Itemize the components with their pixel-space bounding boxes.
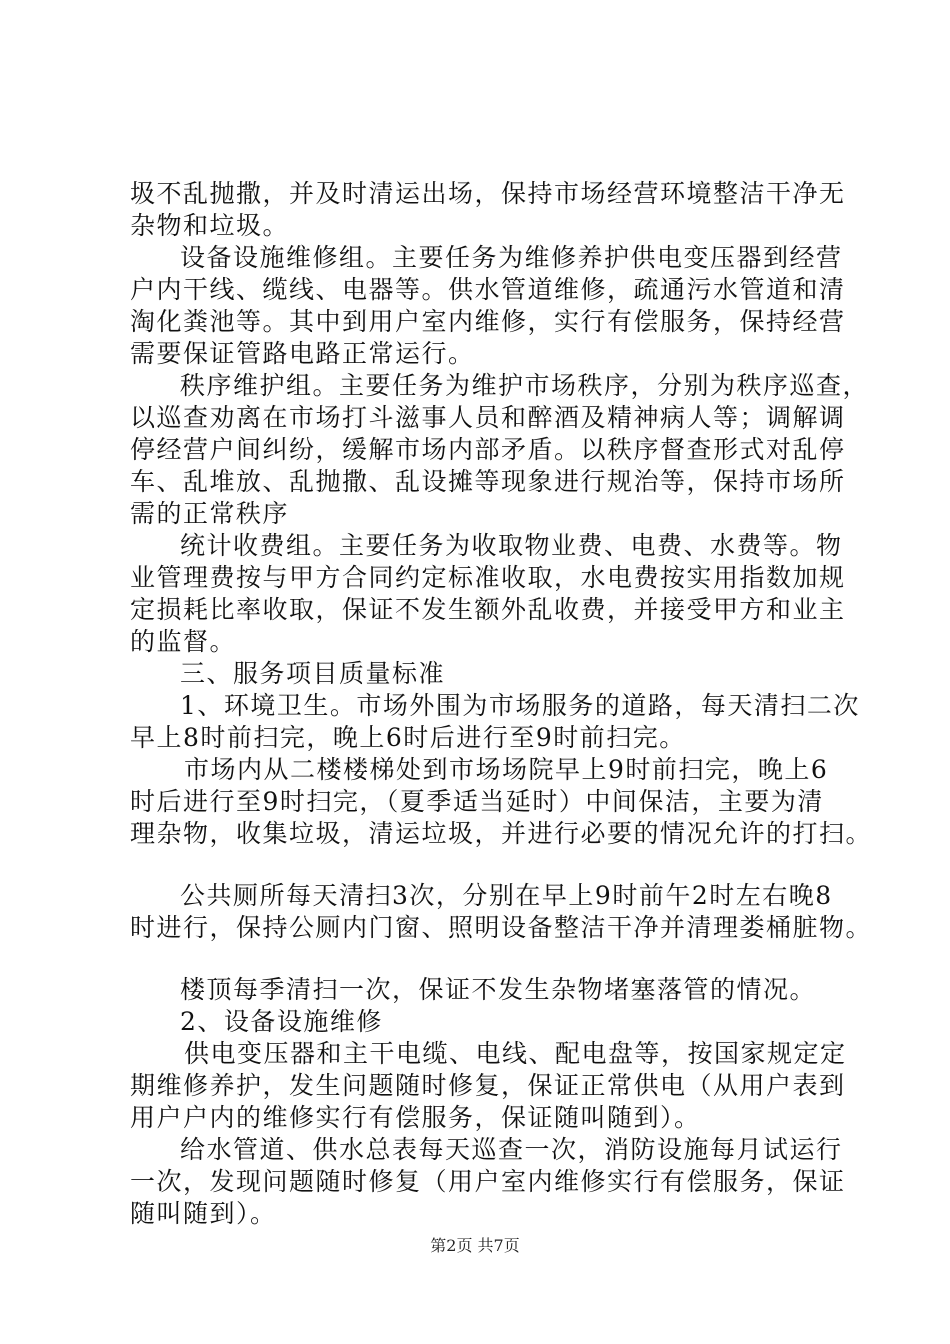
text-line: 市场内从二楼楼梯处到市场场院早上9时前扫完，晚上6 xyxy=(184,755,829,784)
text-line: 理杂物，收集垃圾，清运垃圾，并进行必要的情况允许的打扫。 xyxy=(130,819,873,848)
text-line: 统计收费组。主要任务为收取物业费、电费、水费等。物 xyxy=(180,531,843,560)
text-line: 时后进行至9时扫完，（夏季适当延时）中间保洁，主要为清 xyxy=(130,787,824,816)
page-number-footer: 第2页 共7页 xyxy=(430,1236,520,1255)
text-line: 时进行，保持公厕内门窗、照明设备整洁干净并清理娄桶脏物。 xyxy=(130,913,873,942)
text-line: 供电变压器和主干电缆、电线、配电盘等，按国家规定定 xyxy=(184,1039,847,1068)
text-line: 1、环境卫生。市场外围为市场服务的道路，每天清扫二次 xyxy=(180,691,860,720)
text-line: 的监督。 xyxy=(130,627,237,656)
text-line: 楼顶每季清扫一次，保证不发生杂物堵塞落管的情况。 xyxy=(180,975,817,1004)
text-line: 秩序维护组。主要任务为维护市场秩序，分别为秩序巡查， xyxy=(180,371,870,400)
section-heading: 三、服务项目质量标准 xyxy=(180,659,446,688)
text-line: 设备设施维修组。主要任务为维修养护供电变压器到经营 xyxy=(180,243,843,272)
text-line: 用户户内的维修实行有偿服务，保证随叫随到）。 xyxy=(130,1103,701,1132)
text-line: 业管理费按与甲方合同约定标准收取，水电费按实用指数加规 xyxy=(130,563,846,592)
text-line: 公共厕所每天清扫3次，分别在早上9时前午2时左右晚8 xyxy=(180,881,833,910)
text-line: 杂物和垃圾。 xyxy=(130,211,290,240)
text-line: 需的正常秩序 xyxy=(130,499,290,528)
text-line: 淘化粪池等。其中到用户室内维修，实行有偿服务，保持经营 xyxy=(130,307,846,336)
text-line: 以巡查劝离在市场打斗滋事人员和醉酒及精神病人等；调解调 xyxy=(130,403,846,432)
text-line: 给水管道、供水总表每天巡查一次，消防设施每月试运行 xyxy=(180,1135,843,1164)
text-line: 随叫随到）。 xyxy=(130,1199,277,1228)
text-line: 早上8时前扫完，晚上6时后进行至9时前扫完。 xyxy=(130,723,686,752)
section-heading: 2、设备设施维修 xyxy=(180,1007,383,1036)
text-line: 期维修养护，发生问题随时修复，保证正常供电（从用户表到 xyxy=(130,1071,846,1100)
text-line: 停经营户间纠纷，缓解市场内部矛盾。以秩序督查形式对乱停 xyxy=(130,435,846,464)
text-line: 车、乱堆放、乱抛撒、乱设摊等现象进行规治等，保持市场所 xyxy=(130,467,846,496)
text-line: 一次，发现问题随时修复（用户室内维修实行有偿服务，保证 xyxy=(130,1167,846,1196)
text-line: 圾不乱抛撒，并及时清运出场，保持市场经营环境整洁干净无 xyxy=(130,179,846,208)
text-line: 需要保证管路电路正常运行。 xyxy=(130,339,475,368)
text-line: 定损耗比率收取，保证不发生额外乱收费，并接受甲方和业主 xyxy=(130,595,846,624)
text-line: 户内干线、缆线、电器等。供水管道维修，疏通污水管道和清 xyxy=(130,275,846,304)
